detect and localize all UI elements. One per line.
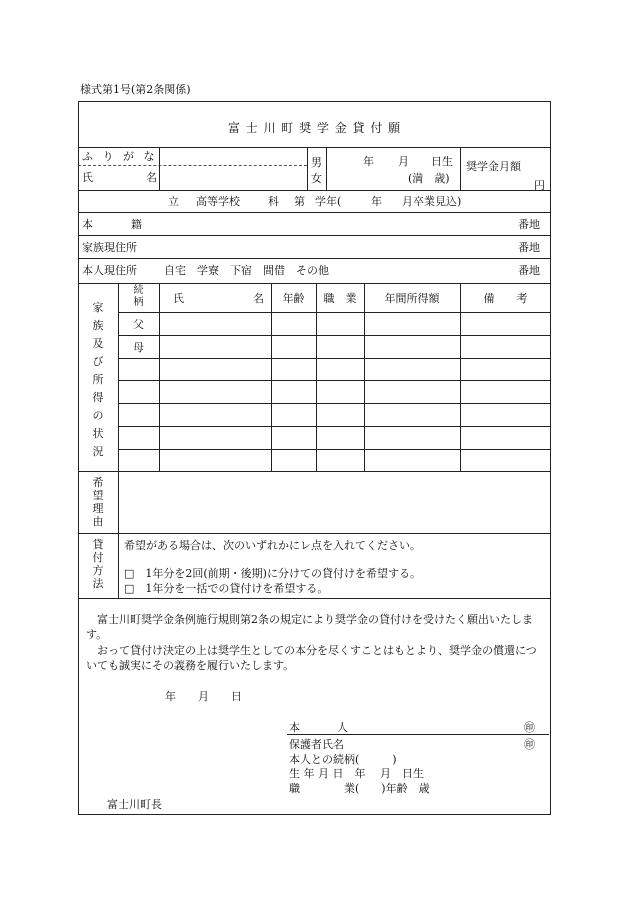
method-option-lump[interactable]: □ 1年分を一括での貸付けを希望する。 [124,582,329,595]
family-row-line [118,335,551,336]
relation-father: 父 [133,318,144,331]
line-family-section-bottom [78,471,551,472]
header-relation: 続 柄 [133,285,144,308]
family-address-label: 家族現住所 [82,241,137,254]
header-name-1: 氏 [173,292,184,305]
furigana-input[interactable] [162,148,305,164]
family-side-label: 家 族 及 び 所 得 の 状 況 [92,301,104,458]
family-row-line [118,403,551,404]
birth-year-label: 年 [363,155,374,168]
declaration-paragraph-1: 富士川町奨学金条例施行規則第2条の規定により奨学金の貸付けを受けたく願出いたします。 [86,613,533,641]
name-label-1: 氏 [82,171,93,184]
guardian-seal: ㊞ [524,738,535,751]
mayor-addressee: 富士川町長 [107,798,162,811]
name-label-2: 名 [146,171,157,184]
principal-label-1: 本 [289,721,300,734]
principal-label-2: 人 [337,721,348,734]
yen-unit: 円 [534,179,545,192]
family-col-divider [364,283,365,471]
family-row-line [118,449,551,450]
birth-month-label: 月 [398,155,409,168]
header-income: 年間所得額 [384,292,440,305]
line-self-address-bottom [78,283,551,284]
name-col-divider [307,147,308,190]
method-option-split[interactable]: □ 1年分を2回(前期・後期)に分けての貸付けを希望する。 [124,567,421,580]
name-col-divider [326,147,327,190]
line-name-bottom [78,190,551,191]
declaration-paragraph-2: おって貸付け決定の上は奨学生としての本分を尽くすことはもとより、奨学金の償還についても誠実にその義務を履行いたします。 [86,644,537,672]
header-remarks: 備 考 [483,292,528,305]
family-address-banchi: 番地 [518,241,540,254]
school-ritsu: 立 [168,195,179,208]
age-label: (満 歳) [408,172,450,185]
school-gakunen: 学年( [315,195,342,208]
school-ka: 科 [268,195,279,208]
family-row-line [118,380,551,381]
method-instruction: 希望がある場合は、次のいずれかにレ点を入れてください。 [124,539,421,552]
reason-side-label: 希 望 理 由 [92,476,104,528]
method-side-label: 貸 付 方 法 [92,538,104,590]
header-name-2: 名 [253,292,264,305]
application-date: 年 月 日 [165,690,242,703]
honseki-banchi: 番地 [518,218,540,231]
line-honseki-bottom [78,235,551,236]
name-col-divider [460,147,461,190]
name-input[interactable] [162,167,305,189]
line-school-bottom [78,212,551,213]
line-family-address-bottom [78,258,551,259]
line-method-bottom [78,598,551,599]
school-graduation: 月卒業見込) [402,195,462,208]
furigana-label: ふ り が な [82,150,158,163]
sex-male[interactable]: 男 [311,156,322,169]
school-high-school: 高等学校 [196,195,240,208]
line-title-bottom [78,147,551,148]
family-row-line [118,358,551,359]
principal-signature-line [287,734,549,735]
family-row-line [118,426,551,427]
reason-input[interactable] [120,473,549,531]
header-occupation: 職 業 [323,292,357,305]
relation-mother: 母 [133,341,144,354]
self-address-banchi: 番地 [518,264,540,277]
housing-options[interactable]: 自宅 学寮 下宿 間借 その他 [164,264,329,277]
birth-day-label: 日生 [431,155,453,168]
loan-amount-label: 奨学金月額 [466,160,521,173]
guardian-occupation-label: 職 業( )年齢 歳 [289,782,430,795]
school-year: 年 [371,195,382,208]
honseki-label-1: 本 [82,218,93,231]
form-title: 富 士 川 町 奨 学 金 貸 付 願 [227,121,402,135]
guardian-birthdate-label: 生 年 月 日 年 月 日生 [289,767,424,780]
relationship-label: 本人との続柄( ) [289,753,397,766]
name-col-divider [159,147,160,190]
furigana-divider [78,165,307,166]
guardian-label: 保護者氏名 [289,738,344,751]
family-col-divider [460,283,461,471]
family-col-divider [316,283,317,471]
self-address-label: 本人現住所 [82,264,137,277]
honseki-label-2: 籍 [131,218,142,231]
family-col-divider [271,283,272,471]
family-row-line [118,312,551,313]
sex-female[interactable]: 女 [311,172,322,185]
principal-seal: ㊞ [524,721,535,734]
form-number-label: 様式第1号(第2条関係) [80,83,191,96]
school-dai: 第 [294,195,305,208]
section-side-divider [118,283,119,598]
form-frame [78,101,551,815]
line-reason-bottom [78,533,551,534]
header-age: 年齢 [282,292,305,305]
family-col-divider [159,283,160,471]
